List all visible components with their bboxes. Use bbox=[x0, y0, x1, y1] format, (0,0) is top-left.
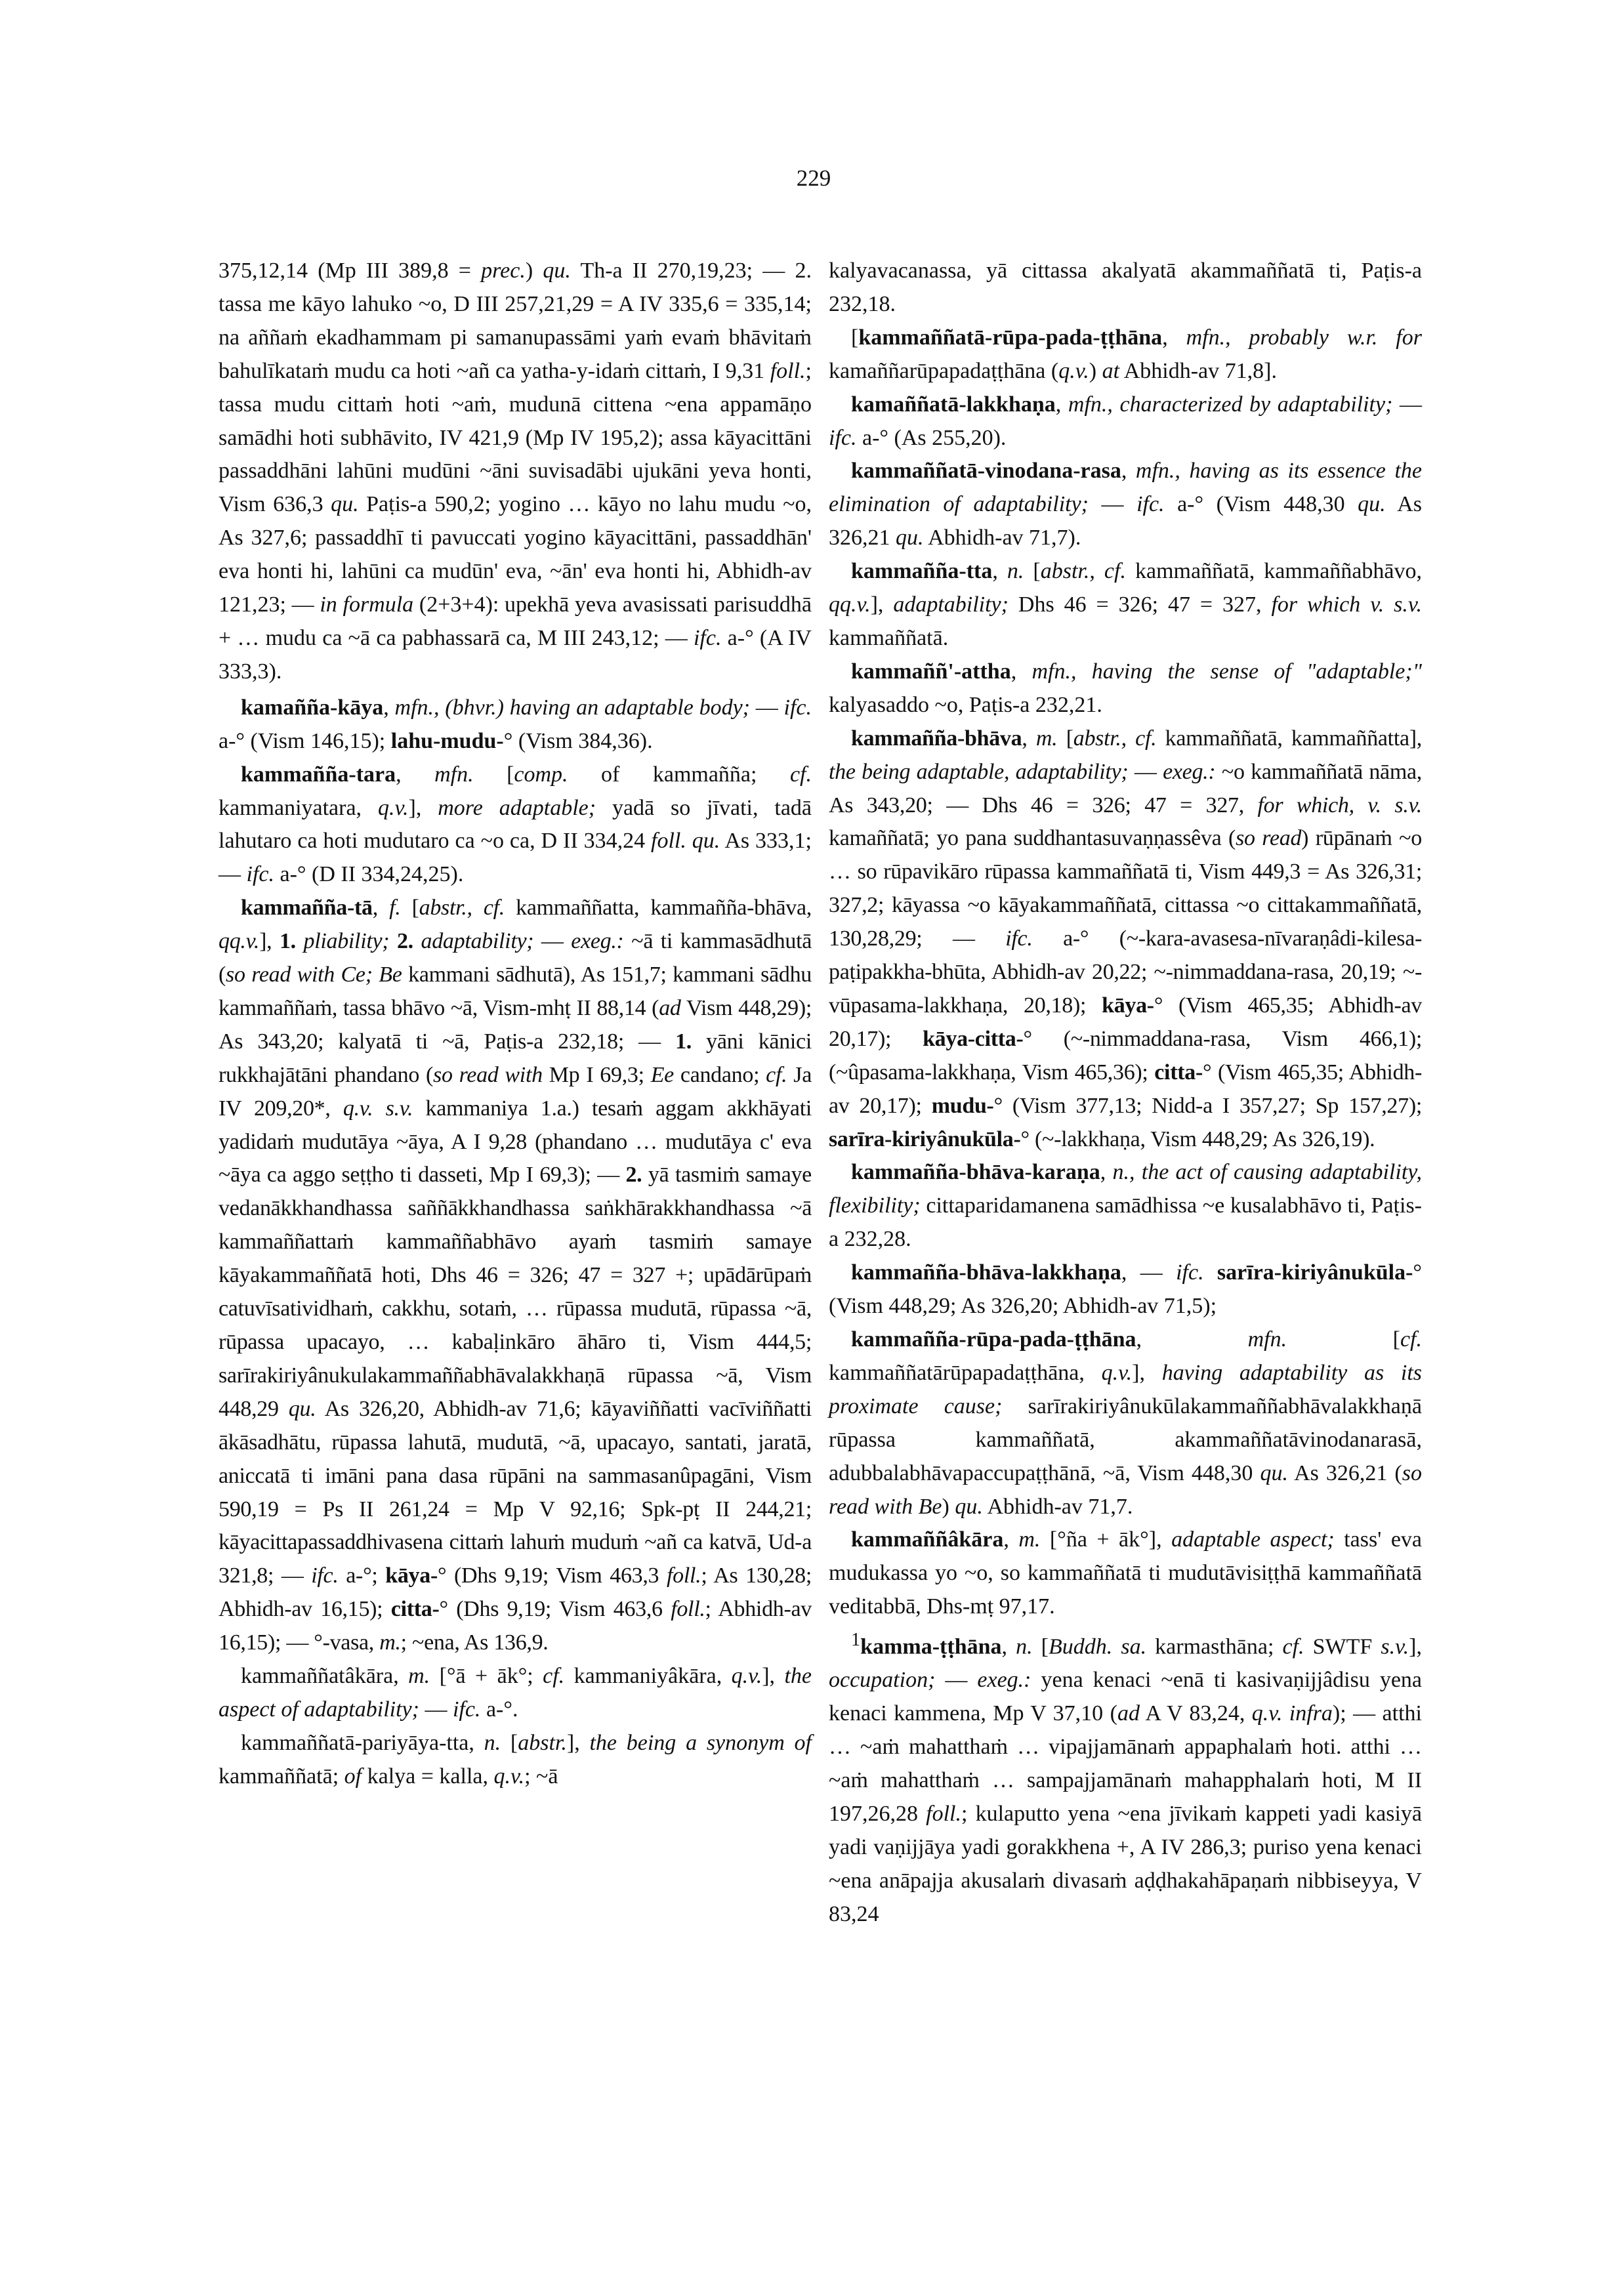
dictionary-entry: kammañña-bhāva-lakkhaṇa, — ifc. sarīra-kiriyânukūla-° (Vism 448,29; As 326,20; Abhidh-av 71,5); bbox=[829, 1260, 1423, 1319]
dictionary-entry: kammañña-tta, n. [abstr., cf. kammaññatā, kammaññabhāvo, qq.v.], adaptability; Dhs 46 = 326; 47 = 327, for which v. s.v. kammaññatā. bbox=[829, 559, 1422, 650]
dictionary-entry: [kammaññatā-rūpa-pada-ṭṭhāna, mfn., probably w.r. for kamaññarūpapadaṭṭhāna (q.v.) at Abhidh-av 71,8]. bbox=[829, 325, 1422, 383]
dictionary-entry: kamaññatā-lakkhaṇa, mfn., characterized by adaptability; — ifc. a-° (As 255,20). bbox=[829, 392, 1423, 450]
dictionary-entry: kammaññâkāra, m. [°ña + āk°], adaptable aspect; tass' eva mudukassa yo ~o, so kammaññatā ti mudutāvisiṭṭhā kammaññatā veditabbā, Dhs-mṭ 97,17. bbox=[829, 1527, 1422, 1619]
dictionary-entry: kammaññ'-attha, mfn., having the sense of "adaptable;" kalyasaddo ~o, Paṭis-a 232,21. bbox=[829, 659, 1422, 717]
right-column bbox=[829, 255, 1422, 1932]
dictionary-entry: kammañña-bhāva, m. [abstr., cf. kammaññatā, kammaññatta], the being adaptable, adaptability; — exeg.: ~o kammaññatā nāma, As 343,20; — Dhs 46 = 326; 47 = 327, for which, v. s.v. kamaññatā; yo pana suddhantasuvaṇṇassêva (so read) rūpānaṁ ~o … so rūpavikāro rūpassa kammaññatā ti, Vism 449,3 = As 326,31; 327,2; kāyassa ~o kāyakammaññatā, cittassa ~o cittakammaññatā, 130,28,29; — ifc. a-° (~-kara-avasesa-nīvaraṇâdi-kilesa-paṭipakkha-bhūta, Abhidh-av 20,22; ~-nimmaddana-rasa, 20,19; ~-vūpasama-lakkhaṇa, 20,18); kāya-° (Vism 465,35; Abhidh-av 20,17); kāya-citta-° (~-nimmaddana-rasa, Vism 466,1); (~ûpasama-lakkhaṇa, Vism 465,36); citta-° (Vism 465,35; Abhidh-av 20,17); mudu-° (Vism 377,13; Nidd-a I 357,27; Sp 157,27); sarīra-kiriyânukūla-° (~-lakkhaṇa, Vism 448,29; As 326,19). bbox=[829, 726, 1423, 1151]
dictionary-entry: $^1$kamma-ṭṭhāna, n. [Buddh. sa. karmasthāna; cf. SWTF s.v.], occupation; — exeg.: yena kenaci ~enā ti kasivaṇijjâdisu yena kenaci kammena, Mp V 37,10 (ad A V 83,24, q.v. infra); — atthi … ~aṁ mahatthaṁ … vipajjamānaṁ appaphalaṁ hoti. atthi … ~aṁ mahatthaṁ … sampajjamānaṁ mahapphalaṁ hoti, M II 197,26,28 foll.; kulaputto yena ~ena jīvikaṁ kappeti yadi kasiyā yadi vaṇijjāya yadi gorakkhena +, A IV 286,3; puriso yena kenaci ~ena anāpajja akusalaṁ divasaṁ aḍḍhakahāpaṇaṁ nibbiseyya, V 83,24 bbox=[829, 1630, 1423, 1926]
page-number: 229 bbox=[796, 165, 831, 191]
dictionary-entry: kammañña-tara, mfn. [comp. of kammañña; cf. kammaniyatara, q.v.], more adaptable; yadā so jīvati, tadā lahutaro ca hoti mudutaro ca ~o ca, D II 334,24 foll. qu. As 333,1; — ifc. a-° (D II 334,24,25). bbox=[219, 762, 812, 887]
left-column bbox=[219, 255, 812, 1794]
dictionary-entry: kammaññatâkāra, m. [°ā + āk°; cf. kammaniyâkāra, q.v.], the aspect of adaptability; — ifc. a-°. bbox=[219, 1664, 812, 1722]
dictionary-entry: kammaññatā-vinodana-rasa, mfn., having as its essence the elimination of adaptability; — ifc. a-° (Vism 448,30 qu. As 326,21 qu. Abhidh-av 71,7). bbox=[829, 459, 1423, 550]
dictionary-entry: kamañña-kāya, mfn., (bhvr.) having an adaptable body; — ifc. a-° (Vism 146,15); lahu-mudu-° (Vism 384,36). bbox=[219, 695, 812, 753]
dictionary-entry: kalyavacanassa, yā cittassa akalyatā akammaññatā ti, Paṭis-a 232,18. bbox=[829, 258, 1422, 316]
dictionary-entry: kammañña-rūpa-pada-ṭṭhāna, mfn. [cf. kammaññatārūpapadaṭṭhāna, q.v.], having adaptability as its proximate cause; sarīrakiriyânukūlakammaññabhāvalakkhaṇā rūpassa kammaññatā, akammaññatāvinodanarasā, adubbalabhāvapaccupaṭṭhānā, ~ā, Vism 448,30 qu. As 326,21 (so read with Be) qu. Abhidh-av 71,7. bbox=[829, 1327, 1423, 1519]
dictionary-entry: kammaññatā-pariyāya-tta, n. [abstr.], the being a synonym of kammaññatā; of kalya = kalla, q.v.; ~ā bbox=[219, 1730, 812, 1788]
dictionary-entry: kammañña-tā, f. [abstr., cf. kammaññatta, kammañña-bhāva, qq.v.], 1. pliability; 2. adaptability; — exeg.: ~ā ti kammasādhutā (so read with Ce; Be kammani sādhutā), As 151,7; kammani sādhu kammaññaṁ, tassa bhāvo ~ā, Vism-mhṭ II 88,14 (ad Vism 448,29); As 343,20; kalyatā ti ~ā, Paṭis-a 232,18; — 1. yāni kānici rukkhajātāni phandano (so read with Mp I 69,3; Ee candano; cf. Ja IV 209,20*, q.v. s.v. kammaniya 1.a.) tesaṁ aggam akkhāyati yadidaṁ mudutāya ~āya, A I 9,28 (phandano … mudutāya c' eva ~āya ca aggo seṭṭho ti dasseti, Mp I 69,3); — 2. yā tasmiṁ samaye vedanākkhandhassa saññākkhandhassa saṅkhārakkhandhassa ~ā kammaññattaṁ kammaññabhāvo ayaṁ tasmiṁ samaye kāyakammaññatā hoti, Dhs 46 = 326; 47 = 327 +; upādārūpaṁ catuvīsatividhaṁ, cakkhu, sotaṁ, … rūpassa mudutā, rūpassa ~ā, rūpassa upacayo, … kabaḷinkāro āhāro ti, Vism 444,5; sarīrakiriyânukulakammaññabhāvalakkhaṇā rūpassa ~ā, Vism 448,29 qu. As 326,20, Abhidh-av 71,6; kāyaviññatti vacīviññatti ākāsadhātu, rūpassa lahutā, mudutā, ~ā, upacayo, santati, jaratā, aniccatā ti imāni pana dasa rūpāni na sammasanûpagāni, Vism 590,19 = Ps II 261,24 = Mp V 92,16; Spk-pṭ II 244,21; kāyacittapassaddhivasena cittaṁ lahuṁ muduṁ ~añ ca katvā, Ud-a 321,8; — ifc. a-°; kāya-° (Dhs 9,19; Vism 463,3 foll.; As 130,28; Abhidh-av 16,15); citta-° (Dhs 9,19; Vism 463,6 foll.; Abhidh-av 16,15); — °-vasa, m.; ~ena, As 136,9. bbox=[219, 896, 812, 1655]
dictionary-entry: 375,12,14 (Mp III 389,8 = prec.) qu. Th-a II 270,19,23; — 2. tassa me kāyo lahuko ~o, D III 257,21,29 = A IV 335,6 = 335,14; na aññaṁ ekadhammam pi samanupassāmi yaṁ evaṁ bhāvitaṁ bahulīkataṁ mudu ca hoti ~añ ca yatha-y-idaṁ cittaṁ, I 9,31 foll.; tassa mudu cittaṁ hoti ~aṁ, mudunā cittena ~ena appamāṇo samādhi hoti subhāvito, IV 421,9 (Mp IV 195,2); assa kāyacittāni passaddhāni lahūni mudūni ~āni suvisadābi ujukāni yeva honti, Vism 636,3 qu. Paṭis-a 590,2; yogino … kāyo no lahu mudu ~o, As 327,6; passaddhī ti pavuccati yogino kāyacittāni, passaddhān' eva honti hi, lahūni ca mudūn' eva, ~ān' eva honti hi, Abhidh-av 121,23; — in formula (2+3+4): upekhā yeva avasissati parisuddhā + … mudu ca ~ā ca pabhassarā ca, M III 243,12; — ifc. a-° (A IV 333,3). bbox=[219, 258, 812, 684]
dictionary-entry: kammañña-bhāva-karaṇa, n., the act of causing adaptability, flexibility; cittaparidamanena samādhissa ~e kusalabhāvo ti, Paṭis-a 232,28. bbox=[829, 1160, 1422, 1252]
